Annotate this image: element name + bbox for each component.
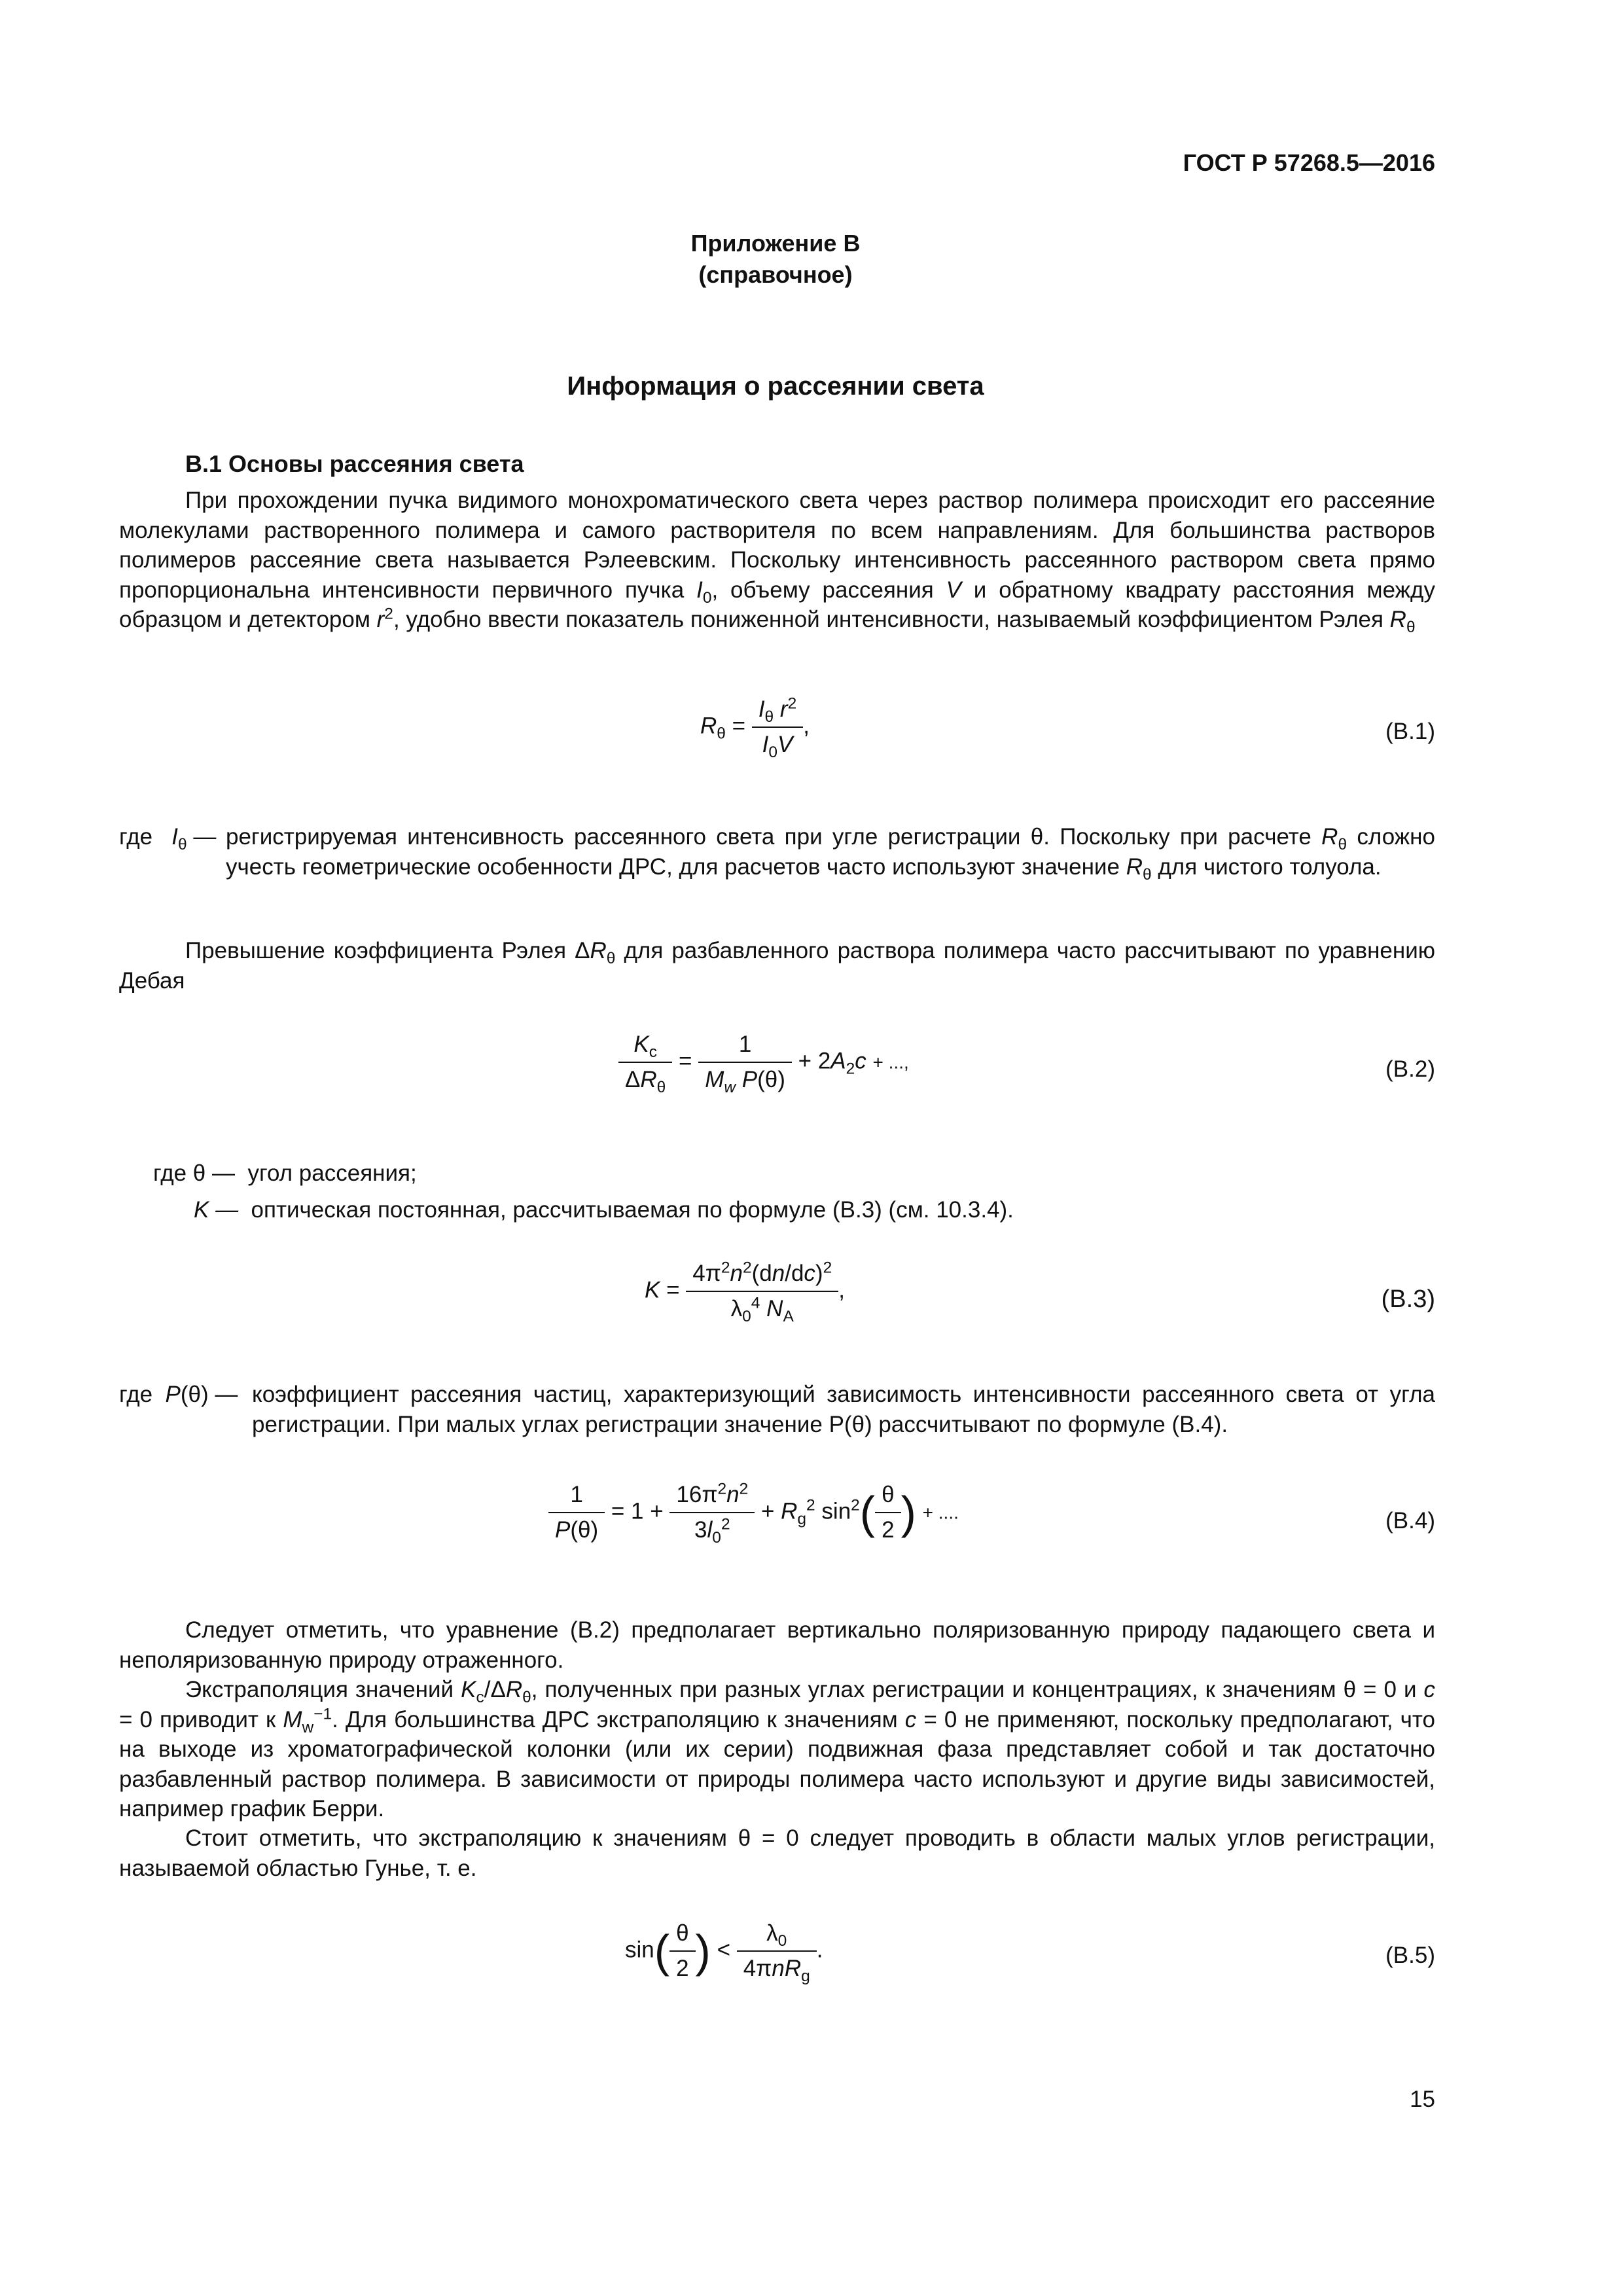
where-text-3: коэффициент рассеяния частиц, характеризующий зависимость интенсивности рассеянного света от угла регистрации. При малых углах регистрации значение P(θ) рассчитывают по формуле (В.4). xyxy=(252,1382,1435,1437)
appendix-title-block xyxy=(550,228,1001,291)
paragraph-polarization: Следует отметить, что уравнение (В.2) предполагает вертикально поляризованную природу падающего света и неполяризованную природу отраженного. xyxy=(119,1617,1435,1673)
paragraph-intro: При прохождении пучка видимого монохроматического света через раствор полимера происходит его рассеяние молекулами растворенного полимера и самого растворителя по всем направлениям. Для большинства растворов полимеров рассеяние света называется Рэлеевским. Поскольку интенсивность рассеянного раствором света прямо пропорциональна интенсивности первичного пучка $I_0$, объему рассеяния V и обратному квадрату расстояния между образцом и детектором $r^2$, удобно ввести показатель пониженной интенсивности, называемый коэффициентом Рэлея $R_\theta$ xyxy=(119,488,1435,636)
where-label-1: где $I_\theta$ — xyxy=(119,824,217,853)
appendix-title: Приложение В xyxy=(690,230,861,257)
main-title: Информация о рассеянии света xyxy=(567,372,984,401)
equation-number-b4: (В.4) xyxy=(1385,1508,1435,1534)
para1-mid1: , объему рассеяния xyxy=(711,577,934,603)
appendix-subtitle: (справочное) xyxy=(698,261,853,288)
equation-number-b2: (В.2) xyxy=(1385,1056,1435,1082)
document-code: ГОСТ Р 57268.5—2016 xyxy=(1183,149,1435,176)
equation-number-b5: (В.5) xyxy=(1385,1943,1435,1968)
equation-b5: sin( $\frac{\theta}{2}$ ) < $\frac{\lambda_0}{4\pi nR_g}$ . xyxy=(625,1916,823,1986)
paragraph-debye: Превышение коэффициента Рэлея $\Delta R_\theta$ для разбавленного раствора полимера часто рассчитывают по уравнению Дебая xyxy=(119,938,1436,994)
para1-mid2: и обратному квадрату расстояния между образцом и детектором xyxy=(119,577,1435,632)
para1-start: При прохождении пучка видимого монохроматического света через раствор полимера происходит его рассеяние молекулами растворенного полимера и самого растворителя по всем направлениям. Для большинства растворов полимеров рассеяние света называется Рэлеевским. Поскольку интенсивность рассеянного раствором света прямо пропорциональна интенсивности первичного пучка xyxy=(119,488,1435,603)
equation-b2: $\frac{K_c}{\Delta R_\theta}$ = $\frac{1}{M_w P(\theta)}$ + $2A_2c$ + ..., xyxy=(618,1028,909,1097)
equation-b1: $R_\theta$ = $\frac{I_\theta r^2}{I_0V}$ , xyxy=(700,692,810,762)
equation-b3: K = $\frac{4\pi^2n^2(dn/dc)^2}{\lambda_0^4 N_A}$ , xyxy=(645,1257,845,1326)
where-k: K — оптическая постоянная, рассчитываемая по формуле (В.3) (см. 10.3.4). xyxy=(194,1197,1014,1223)
paragraph-guinier: Стоит отметить, что экстраполяцию к значениям θ = 0 следует проводить в области малых углов регистрации, называемой областью Гунье, т. е. xyxy=(119,1825,1435,1881)
where-theta: где θ — угол рассеяния; xyxy=(153,1160,417,1186)
equation-number-b3: (В.3) xyxy=(1381,1285,1435,1313)
where-text-1: регистрируемая интенсивность рассеянного света при угле регистрации θ. Поскольку при расчете $R_\theta$ сложно учесть геометрические особенности ДРС, для расчетов часто используют значение $R_\theta$ для чистого толуола. xyxy=(226,824,1435,884)
section-heading: В.1 Основы рассеяния света xyxy=(185,450,524,477)
where-label-3: где P(θ) — xyxy=(119,1382,238,1407)
equation-number-b1: (В.1) xyxy=(1385,719,1435,744)
paragraph-extrapolation: Экстраполяция значений $K_c/\Delta R_\theta$, полученных при разных углах регистрации и концентрациях, к значениям θ = 0 и c = 0 приводит к $M_w^{-1}$. Для большинства ДРС экстраполяцию к значениям c = 0 не применяют, поскольку предполагают, что на выходе из хроматографической колонки (или их серии) подвижная фаза представляет собой и так достаточно разбавленный раствор полимера. В зависимости от природы полимера часто используют и другие виды зависимостей, например график Берри. xyxy=(119,1677,1436,1821)
equation-b4: $\frac{1}{P(\theta)}$ = 1 + $\frac{16\pi^2n^2}{3l_0^2}$ + $R_g^2$ $\sin^2$( $\frac{\theta}{2}$ ) + .... xyxy=(548,1478,959,1547)
page-number: 15 xyxy=(1410,2087,1435,2112)
para1-end: , удобно ввести показатель пониженной интенсивности, называемый коэффициентом Рэлея xyxy=(393,607,1383,632)
